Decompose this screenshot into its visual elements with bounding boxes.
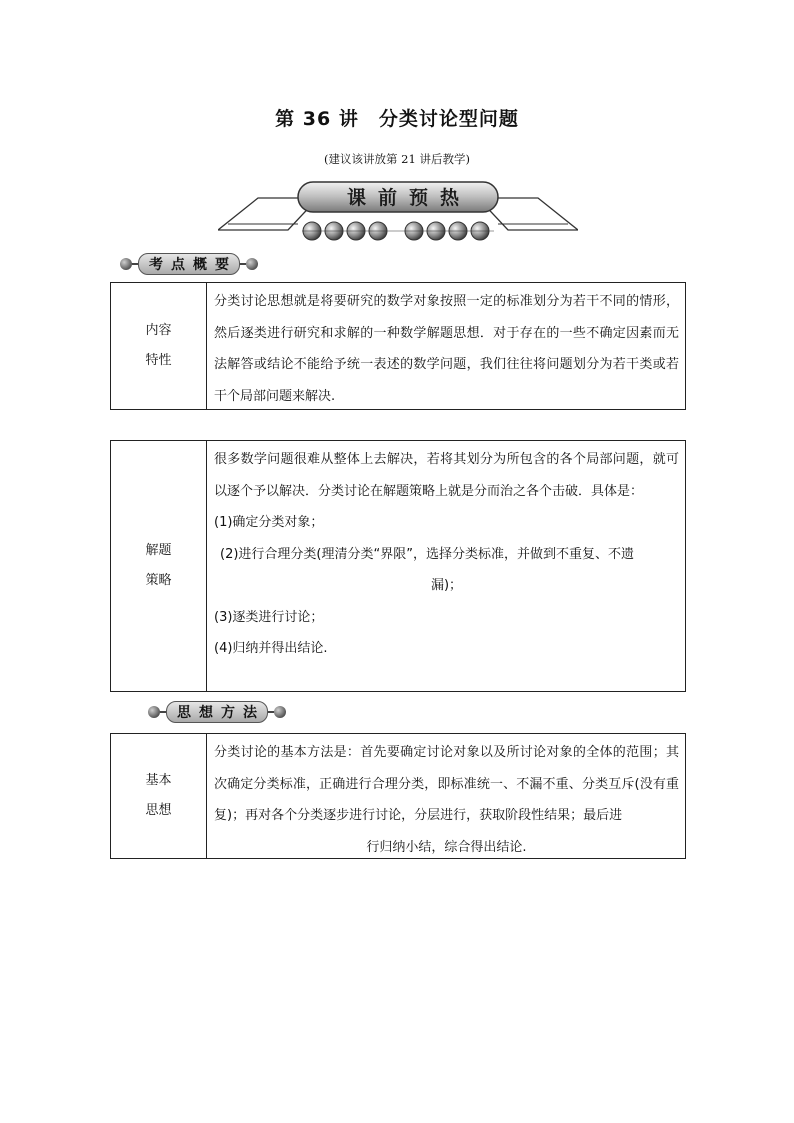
content-box-characteristics (110, 282, 686, 410)
bullet-icon (274, 706, 286, 718)
page-title: 第 36 讲 分类讨论型问题 (275, 108, 519, 130)
box-label: 解题 策略 (111, 441, 207, 691)
content-box-basic-idea (110, 733, 686, 859)
box-content: 分类讨论思想就是将要研究的数学对象按照一定的标准划分为若干不同的情形，然后逐类进行研究和求解的一种数学解题思想．对于存在的一些不确定因素而无法解答或结论不能给予统一表述的数学问题，我们往往将问题划分为若干类或若干个局部问题来解决. (214, 294, 679, 404)
bullet-icon (120, 258, 132, 270)
section-header-method (148, 701, 286, 723)
box-label: 内容 特性 (111, 283, 207, 409)
bullet-icon (148, 706, 160, 718)
section-label: 思想方法 (166, 701, 268, 723)
section-header-overview (120, 253, 258, 275)
banner-title: 课前预热 (346, 187, 471, 209)
content-box-strategy (110, 440, 686, 692)
bead-row (302, 222, 494, 240)
page-subtitle: (建议该讲放第 21 讲后教学) (324, 152, 470, 166)
bullet-icon (246, 258, 258, 270)
box-content: 分类讨论的基本方法是：首先要确定讨论对象以及所讨论对象的全体的范围；其次确定分类标准，正确进行合理分类，即标准统一、不漏不重、分类互斥(没有重复)；再对各个分类逐步进行讨论，分层进行，获取阶段性结果；最后进 行归纳小结，综合得出结论. (214, 745, 679, 855)
box-label: 基本 思想 (111, 734, 207, 858)
box-content: 很多数学问题很难从整体上去解决，若将其划分为所包含的各个局部问题，就可以逐个予以解决．分类讨论在解题策略上就是分而治之各个击破．具体是： (1)确定分类对象； (2)进行合理分类(理清分类“界限”，选择分类标准，并做到不重复、不遗 漏)； (3)逐类进行讨论； (4)归纳并得出结论. (214, 452, 679, 656)
section-label: 考点概要 (138, 253, 240, 275)
